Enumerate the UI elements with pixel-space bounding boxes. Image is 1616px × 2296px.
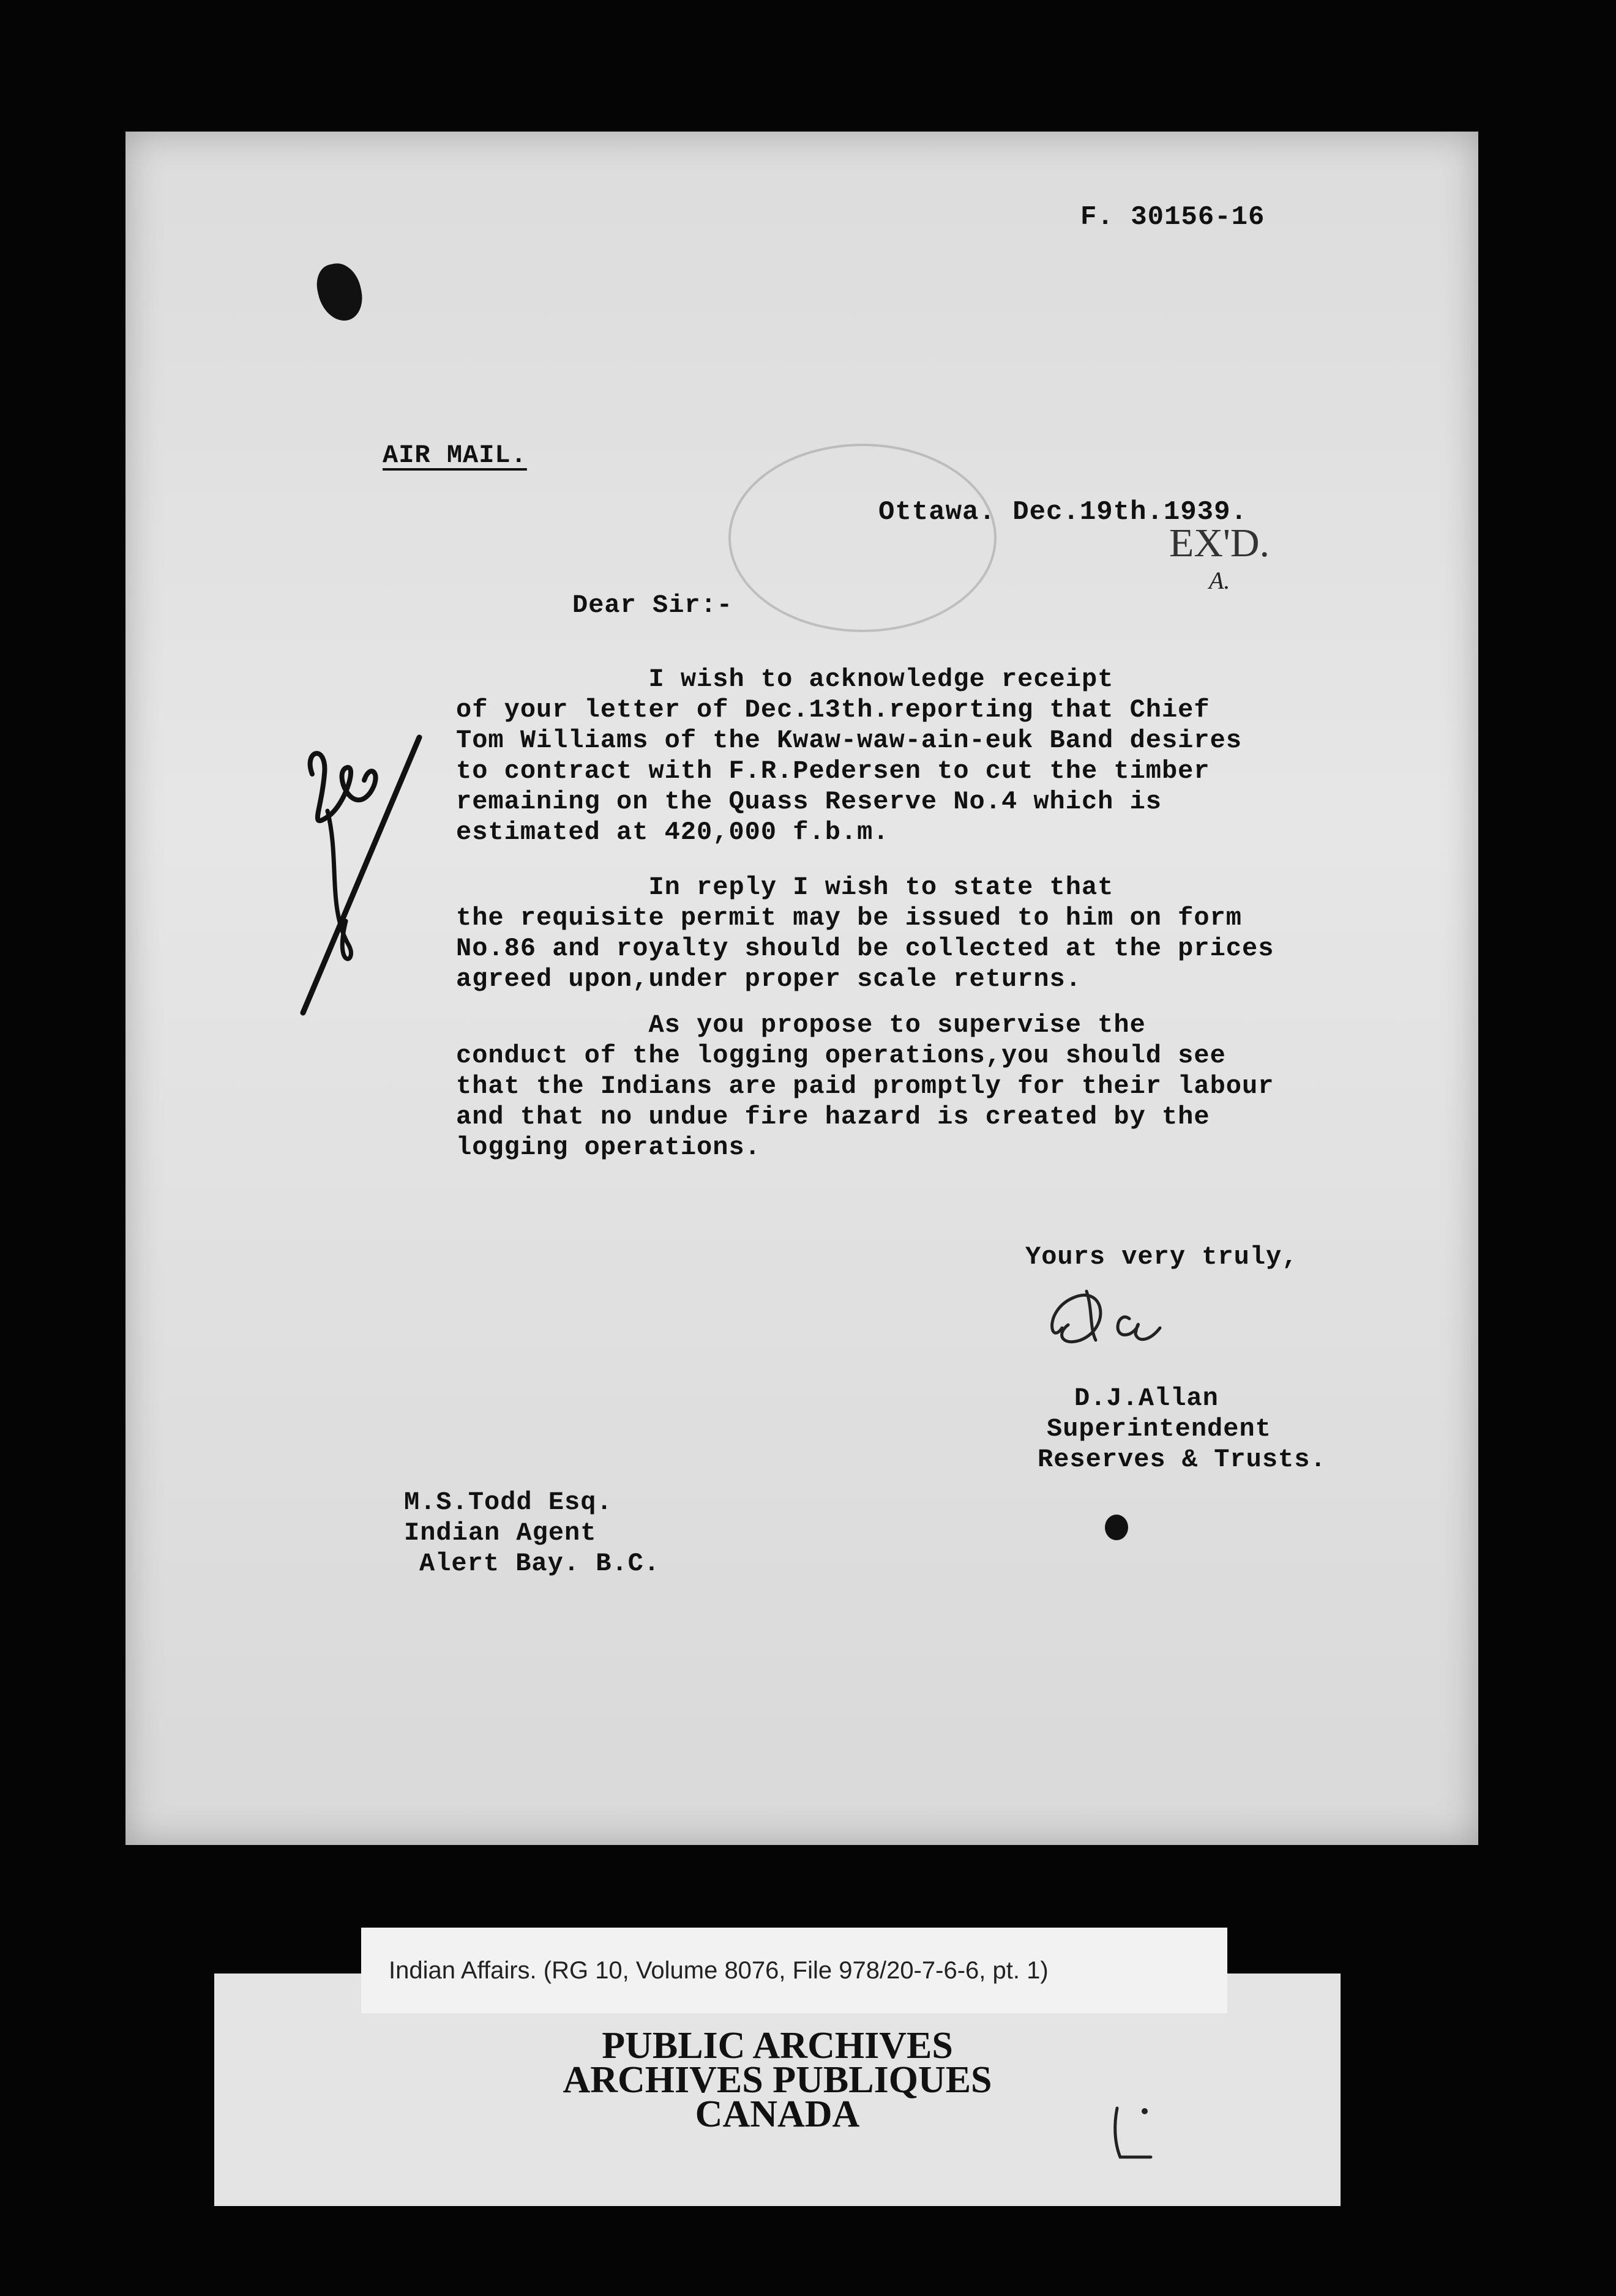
archive-line-1: PUBLIC ARCHIVES: [602, 2025, 953, 2067]
exd-initial: A.: [1209, 567, 1230, 594]
addressee-block: [404, 1487, 660, 1579]
ink-spot: [1105, 1515, 1128, 1540]
dateline: Ottawa. Dec.19th.1939.: [878, 497, 1248, 527]
signatory-title: Superintendent: [1047, 1414, 1271, 1444]
exd-stamp: EX'D.: [1169, 521, 1270, 565]
signatory-name: D.J.Allan: [1074, 1384, 1219, 1413]
signatory-department: Reserves & Trusts.: [1038, 1445, 1326, 1474]
paragraph-1: I wish to acknowledge receipt of your letter of Dec.13th.reporting that Chief Tom Williams of the Kwaw-waw-ain-euk Band desires to contract with F.R.Pedersen to cut the timber remaining on the Quass Reserve No.4 which is estimated at 420,000 f.b.m.: [456, 665, 1243, 847]
letter-page: [125, 132, 1478, 1845]
air-mail-heading: AIR MAIL.: [383, 441, 527, 470]
file-reference: F. 30156-16: [1080, 202, 1265, 233]
archive-stamp-text: [214, 2025, 1341, 2135]
addressee-location: Alert Bay. B.C.: [419, 1549, 660, 1578]
archive-line-2: ARCHIVES PUBLIQUES: [563, 2059, 992, 2101]
closing: Yours very truly,: [1025, 1242, 1298, 1272]
addressee-name: M.S.Todd Esq.: [404, 1488, 613, 1517]
corner-mark: [1108, 2099, 1163, 2169]
addressee-role: Indian Agent: [404, 1518, 597, 1548]
ink-blot: [313, 259, 367, 325]
archive-reference: Indian Affairs. (RG 10, Volume 8076, File 978/20-7-6-6, pt. 1): [389, 1957, 1049, 1984]
paragraph-3: As you propose to supervise the conduct of the logging operations,you should see that the Indians are paid promptly for their labour and that no undue fire hazard is created by the logging operations.: [456, 1010, 1274, 1162]
archive-line-3: CANADA: [695, 2093, 860, 2135]
handwritten-signature: [1038, 1261, 1215, 1362]
archive-reference-strip: [361, 1928, 1227, 2013]
paragraph-2: In reply I wish to state that the requisite permit may be issued to him on form No.86 and royalty should be collected at the prices agreed upon,under proper scale returns.: [456, 873, 1274, 994]
salutation: Dear Sir:-: [572, 591, 733, 620]
signature-block: [1038, 1383, 1326, 1475]
marginal-initials-mark: [291, 725, 432, 1028]
faded-oval-stamp: [728, 444, 997, 632]
